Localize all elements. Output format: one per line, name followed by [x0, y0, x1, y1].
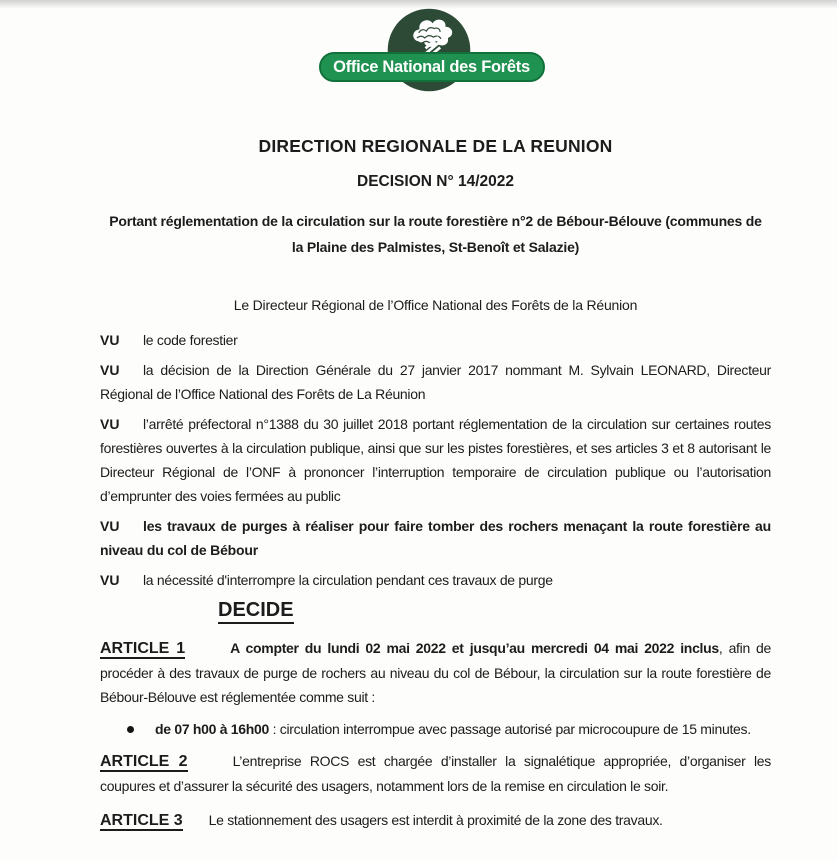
decide-heading	[218, 598, 771, 622]
vu-text: les travaux de purges à réaliser pour faire tomber des rochers menaçant la route forestière au niveau du col de Bébour	[100, 518, 771, 558]
schedule-bullet-list	[100, 717, 771, 741]
onf-logo-banner	[319, 52, 545, 82]
article-3-text: Le stationnement des usagers est interdit à proximité de la zone des travaux.	[208, 812, 663, 828]
vu-item-4	[100, 514, 771, 562]
article-2-label: ARTICLE 2	[100, 753, 188, 770]
article-2	[100, 749, 771, 798]
vu-item-3	[100, 412, 771, 508]
article-1-bold-text: A compter du lundi 02 mai 2022 et jusqu’au mercredi 04 mai 2022 inclus	[230, 640, 719, 656]
vu-label: VU	[100, 572, 120, 588]
article-2-text: L’entreprise ROCS est chargée d’installer la signalétique appropriée, d’organiser les coupures et d’assurer la sécurité des usagers, notamment lors de la remise en circulation le soir.	[100, 753, 771, 794]
intro-line: Le Directeur Régional de l’Office National des Forêts de la Réunion	[233, 297, 638, 313]
vu-item-1	[100, 328, 771, 352]
vu-text: la décision de la Direction Générale du 27 janvier 2017 nommant M. Sylvain LEONARD, Directeur Régional de l’Office National des Forêts de La Réunion	[100, 362, 771, 402]
vu-text: le code forestier	[143, 332, 238, 348]
heading-direction-regionale: DIRECTION REGIONALE DE LA REUNION	[258, 136, 613, 156]
bullet-detail: : circulation interrompue avec passage autorisé par microcoupure de 15 minutes.	[268, 721, 751, 737]
heading-decision-number: DECISION N° 14/2022	[357, 173, 514, 190]
onf-logo	[0, 4, 837, 96]
vu-item-5	[100, 568, 771, 592]
vu-label: VU	[100, 518, 120, 534]
vu-text: l’arrêté préfectoral n°1388 du 30 juillet 2018 portant réglementation de la circulation sur certaines routes forestières ouvertes à la circulation publique, ainsi que sur les pistes forestières, et ses articles 3 et 8 autorisant le Directeur Régional de l’ONF à prononcer l’interruption temporaire de circulation publique ou l’autorisation d’emprunter des voies fermées au public	[100, 416, 771, 504]
article-1-text: , afin de procéder à des travaux de purge de rochers au niveau du col de Bébour, la circulation sur la route forestière de Bébour-Bélouve est réglementée comme suit :	[100, 640, 772, 705]
article-3-label: ARTICLE 3	[100, 812, 183, 829]
article-1	[100, 636, 771, 709]
vu-item-2	[100, 358, 771, 406]
onf-logo-text: Office National des Forêts	[333, 57, 530, 76]
vu-label: VU	[100, 416, 120, 432]
article-1-label: ARTICLE 1	[100, 640, 186, 657]
vu-text: la nécessité d'interrompre la circulation pendant ces travaux de purge	[143, 572, 553, 588]
article-3	[100, 808, 771, 833]
schedule-bullet-item	[155, 717, 771, 741]
bullet-time-range: de 07 h00 à 16h00	[155, 721, 269, 737]
heading-subject: Portant réglementation de la circulation sur la route forestière n°2 de Bébour-Bélouve (communes de la Plaine des Palmistes, St-Benoît et Salazie)	[109, 213, 762, 255]
decide-heading-text: DECIDE	[218, 599, 294, 624]
vu-label: VU	[100, 362, 120, 378]
vu-label: VU	[100, 332, 120, 348]
